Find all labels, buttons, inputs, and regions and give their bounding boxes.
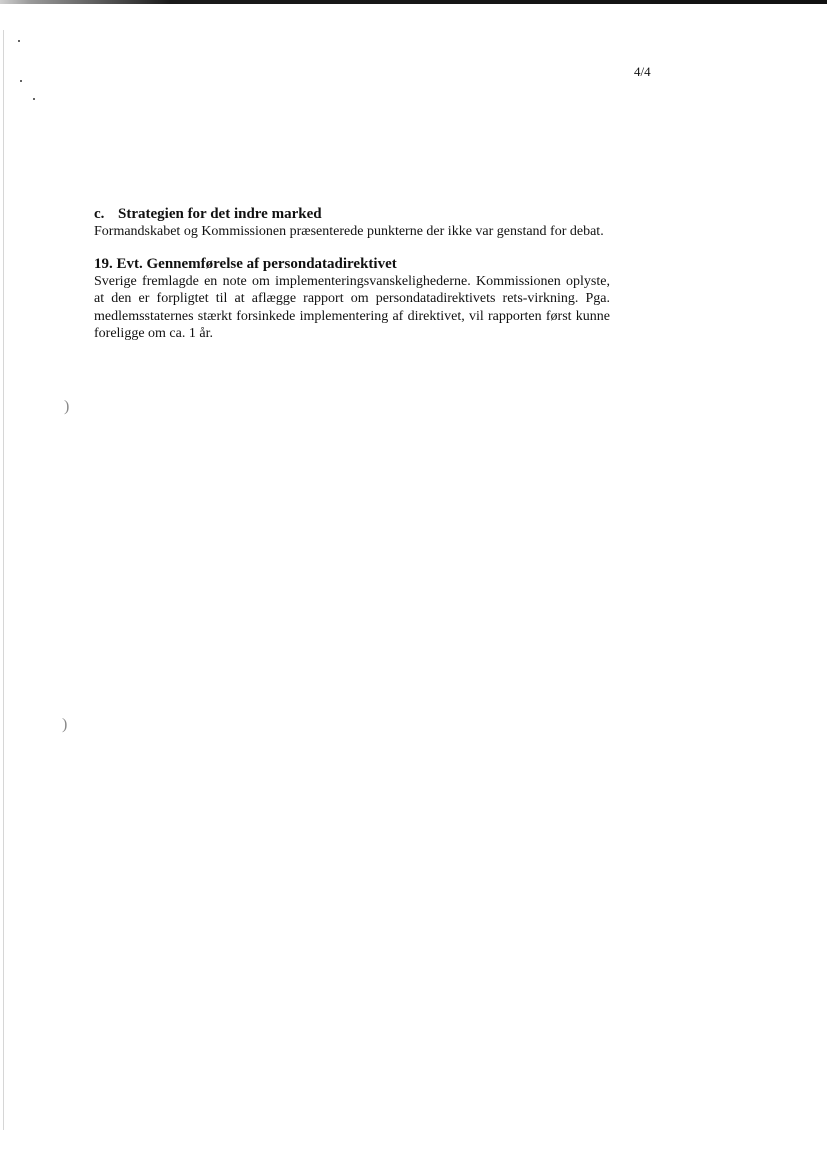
section-label: c. — [94, 206, 105, 222]
page-number: 4/4 — [634, 64, 651, 79]
scan-speck — [18, 40, 20, 42]
scan-border-top — [0, 0, 827, 4]
punch-hole-mark: ) — [64, 398, 70, 415]
punch-hole-mark: ) — [62, 716, 68, 733]
section-paragraph: Formandskabet og Kommissionen præsenterede punkterne der ikke var genstand for debat. — [94, 224, 604, 239]
section-data-directive — [94, 255, 610, 343]
scan-speck — [33, 98, 35, 100]
section-title: Strategien for det indre marked — [118, 206, 322, 222]
section-heading — [94, 205, 610, 223]
document-body — [94, 205, 610, 343]
section-heading — [94, 255, 610, 273]
section-paragraph: Sverige fremlagde en note om implementeringsvanskelighederne. Kommissionen oplyste, at den er forpligtet til at aflægge rapport om persondatadirektivets rets-virkning. Pga. medlemsstaternes stærkt forsinkede implementering af direktivet, vil rapporten først kunne foreligge om ca. 1 år. — [94, 273, 610, 341]
section-title: 19. Evt. Gennemførelse af persondatadirektivet — [94, 255, 397, 272]
scan-speck — [20, 80, 22, 82]
section-strategy — [94, 205, 610, 241]
scan-border-left — [3, 30, 4, 1130]
